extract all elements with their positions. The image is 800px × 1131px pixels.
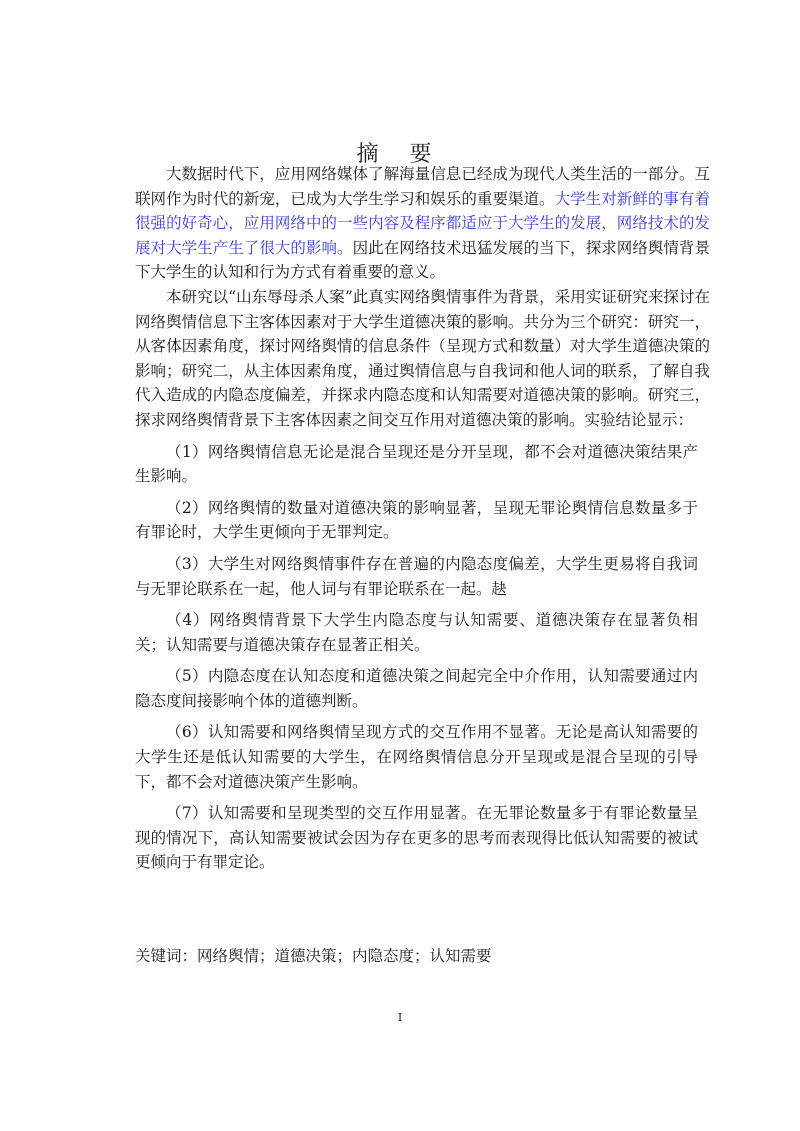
page-title: 摘 要 bbox=[356, 141, 444, 167]
finding-item: （7）认知需要和呈现类型的交互作用显著。在无罪论数量多于有罪论数量呈现的情况下，高认知需要被试会因为存在更多的思考而表现得比低认知需要的被试更倾向于有罪定论。 bbox=[135, 804, 698, 872]
finding-item: （3）大学生对网络舆情事件存在普遍的内隐态度偏差，大学生更易将自我词与无罪论联系在一起，他人词与有罪论联系在一起。赽 bbox=[135, 554, 698, 598]
intro-text: 大数据时代下，应用网络媒体了解海量信息已经成为现代人类生活的一部分。互联网作为时代的新宠，已成为大学生学习和娱乐的重要渠道。 bbox=[135, 165, 710, 208]
finding-item: （1）网络舆情信息无论是混合呈现还是分开呈现，都不会对道德决策结果产生影响。 bbox=[135, 442, 698, 486]
intro-conclusion-text: 因此在网络技术迅猛发展的当下，探求网络舆情背景下大学生的认知和行为方式有着重要的意义。 bbox=[135, 238, 710, 282]
findings-list bbox=[135, 440, 710, 876]
finding-item: （6）认知需要和网络舆情呈现方式的交互作用不显著。无论是高认知需要的大学生还是低认知需要的大学生，在网络舆情信息分开呈现或是混合呈现的引导下，都不会对道德决策产生影响。 bbox=[135, 723, 698, 791]
keywords-line: 关键词：网络舆情；道德决策；内隐态度；认知需要 bbox=[135, 947, 492, 965]
finding-item: （5）内隐态度在认知态度和道德决策之间起完全中介作用，认知需要通过内隐态度间接影响个体的道德判断。 bbox=[135, 667, 698, 710]
abstract-body bbox=[135, 162, 710, 882]
study-paragraph: 本研究以“山东辱母杀人案”此真实网络舆情事件为背景，采用实证研究来探讨在网络舆情信息下主客体因素对于大学生道德决策的影响。共分为三个研究：研究一，从客体因素角度，探讨网络舆情的信息条件（呈现方式和数量）对大学生道德决策的影响；研究二，从主体因素角度，通过舆情信息与自我词和他人词的联系，了解自我代入造成的内隐态度偏差，并探求内隐态度和认知需要对道德决策的影响。研究三，探求网络舆情背景下主客体因素之间交互作用对道德决策的影响。实验结论显示： bbox=[135, 287, 710, 429]
finding-item: （2）网络舆情的数量对道德决策的影响显著，呈现无罪论舆情信息数量多于有罪论时，大学生更倾向于无罪判定。 bbox=[135, 498, 698, 542]
page-number: I bbox=[397, 1011, 403, 1024]
highlighted-text: 大学生对新鲜的事有着很强的好奇心，应用网络中的一些内容及程序都适应于大学生的发展，网络技术的发展对大学生产生了很大的影响。 bbox=[135, 189, 710, 257]
finding-item: （4）网络舆情背景下大学生内隐态度与认知需要、道德决策存在显著负相关；认知需要与道德决策存在显著正相关。 bbox=[135, 611, 698, 654]
intro-paragraph bbox=[135, 162, 710, 285]
